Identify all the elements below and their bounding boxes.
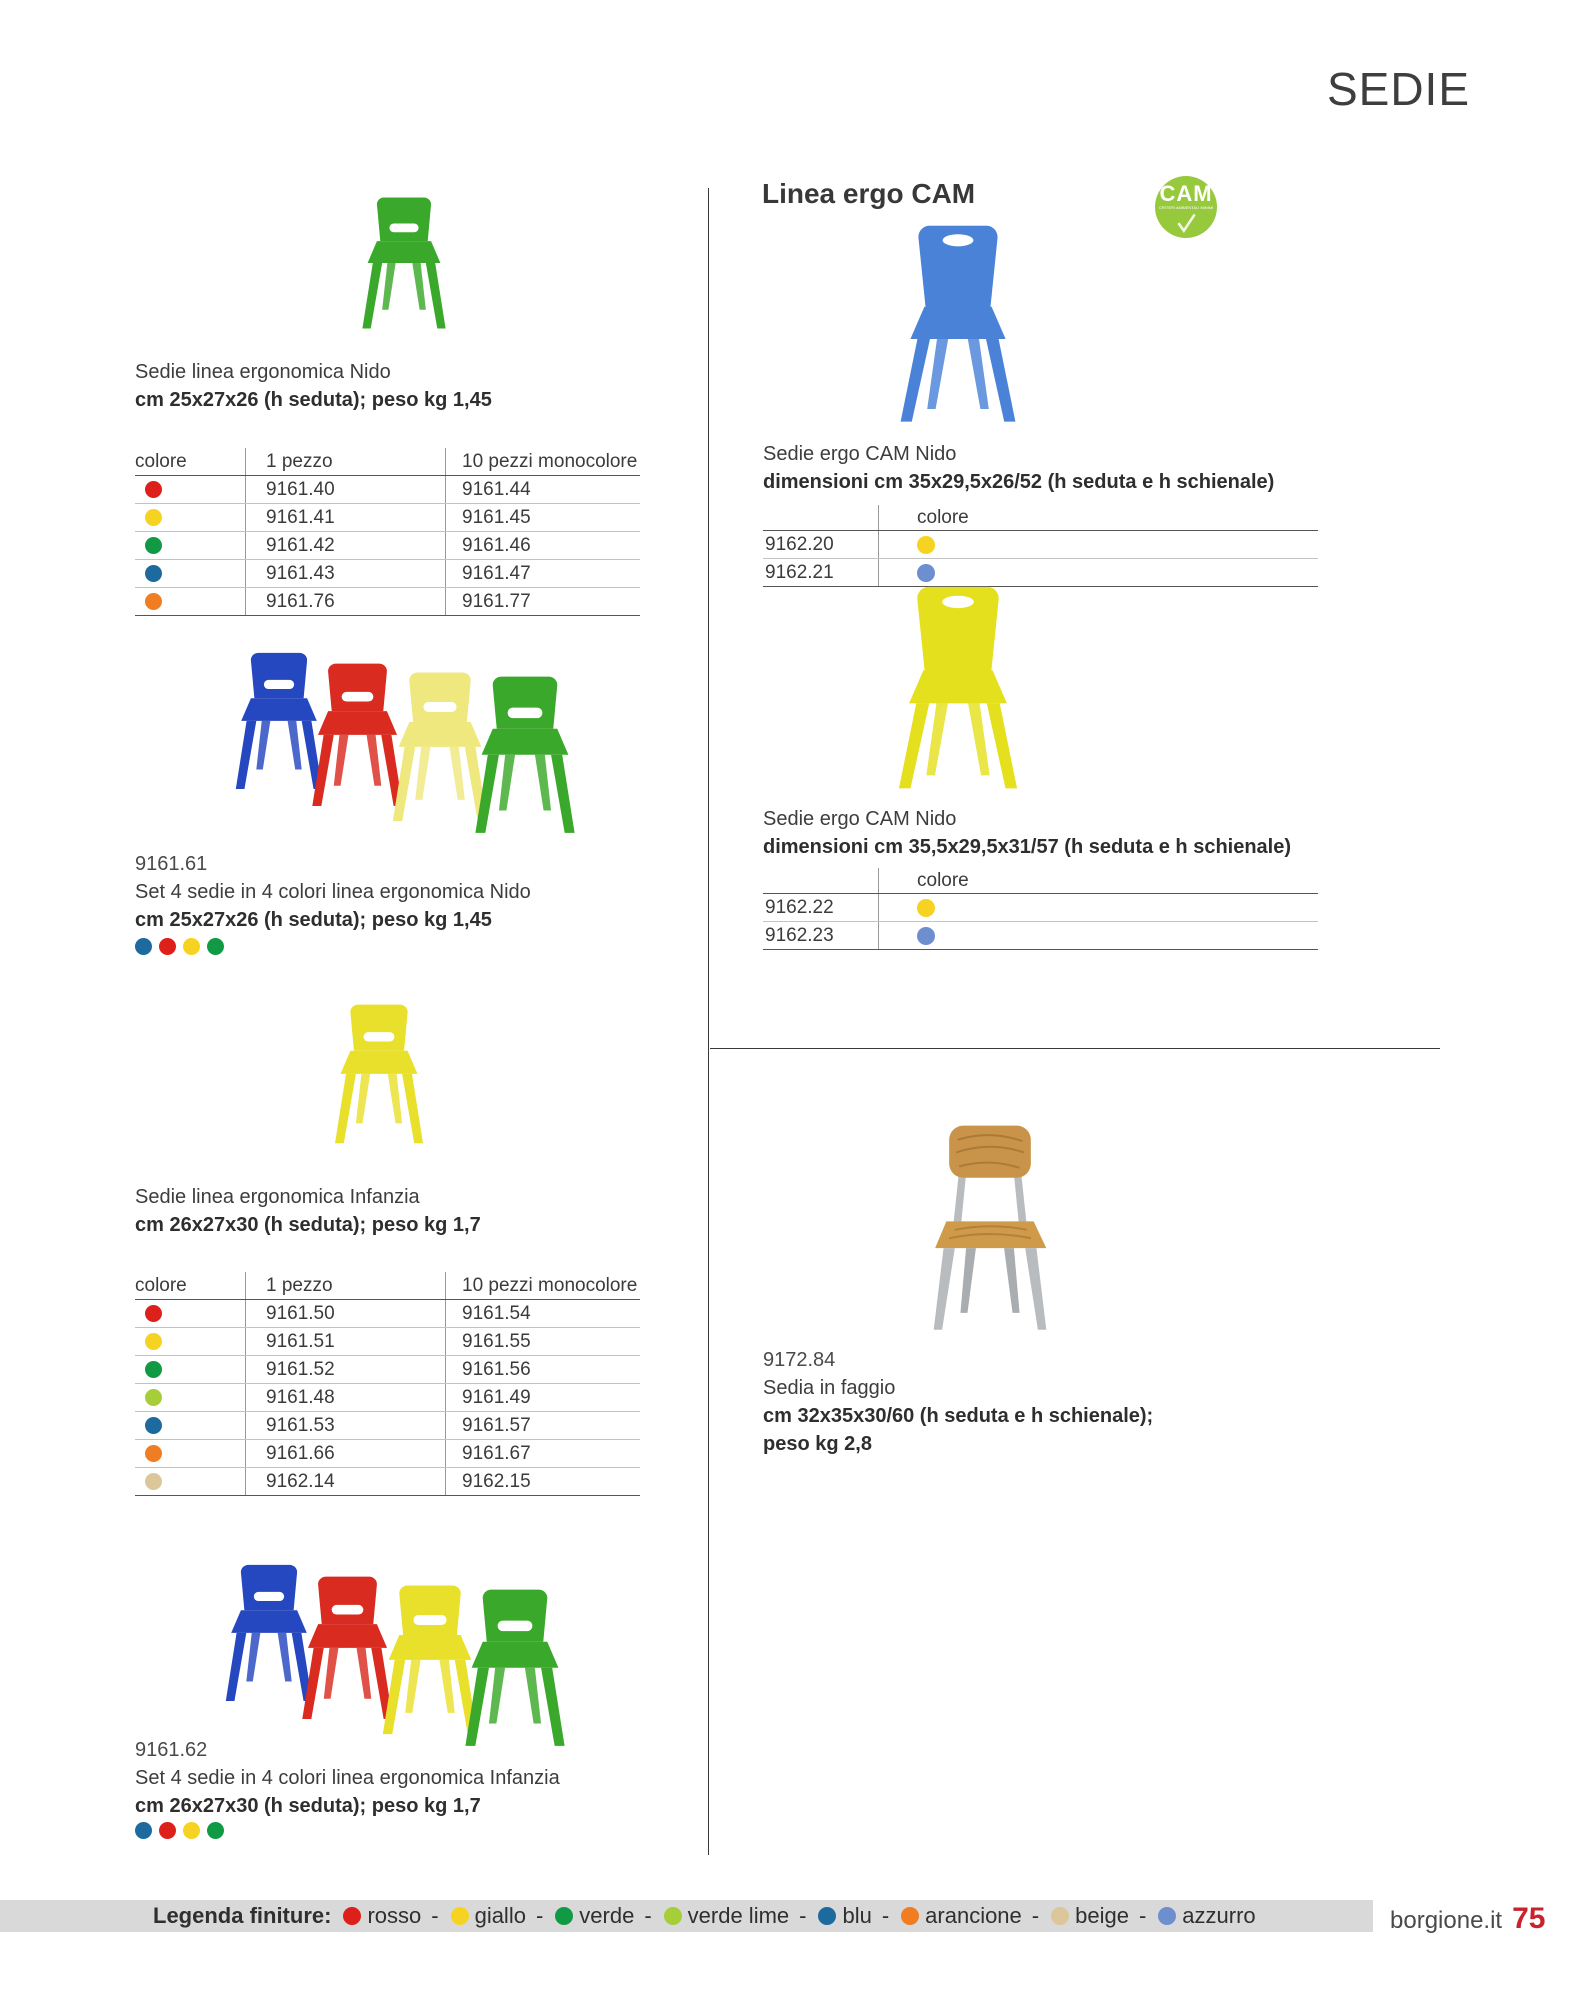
- code-1-pezzo: 9161.40: [245, 476, 445, 503]
- table-row: [135, 1468, 640, 1496]
- product-specs: cm 32x35x30/60 (h seduta e h schienale);: [763, 1405, 1154, 1427]
- header-1-pezzo: 1 pezzo: [245, 448, 445, 475]
- color-dot: [343, 1907, 361, 1925]
- price-table-infanzia: [135, 1272, 640, 1496]
- finish-legend-bar: [0, 1900, 1373, 1932]
- color-dot: [901, 1907, 919, 1925]
- legend-label: azzurro: [1182, 1903, 1256, 1928]
- code-1-pezzo: 9161.41: [245, 504, 445, 531]
- footer-site: [1390, 1902, 1545, 1936]
- color-dot: [818, 1907, 836, 1925]
- cam-badge-label: CAM: [1159, 181, 1213, 206]
- code-10-pezzi: 9161.77: [445, 588, 640, 615]
- chair-image-cam-blue: [888, 222, 1028, 428]
- color-dot: [207, 938, 224, 955]
- table-row: [763, 559, 1318, 587]
- product-info-set-nido: [135, 850, 531, 934]
- color-dot: [207, 1822, 224, 1839]
- code-1-pezzo: 9161.53: [245, 1412, 445, 1439]
- color-dot: [145, 537, 162, 554]
- legend-item: [451, 1903, 556, 1929]
- color-dot: [183, 938, 200, 955]
- legend-item: [1158, 1903, 1255, 1929]
- color-dot: [145, 565, 162, 582]
- finish-dots-set-infanzia: [135, 1822, 224, 1839]
- product-name: Sedie linea ergonomica Infanzia: [135, 1186, 420, 1208]
- legend-label: rosso: [367, 1903, 422, 1928]
- product-specs: dimensioni cm 35x29,5x26/52 (h seduta e h schienale): [763, 471, 1275, 493]
- chair-image-green-nido: [352, 186, 456, 342]
- header-10-pezzi: 10 pezzi monocolore: [445, 448, 640, 475]
- product-info-cam1: [763, 440, 1274, 496]
- color-dot: [451, 1907, 469, 1925]
- code-1-pezzo: 9161.42: [245, 532, 445, 559]
- section-title: Linea ergo CAM: [762, 178, 976, 209]
- chair-set-image-nido: [225, 635, 590, 865]
- color-dot: [145, 1389, 162, 1406]
- page-title: SEDIE: [1326, 63, 1470, 115]
- product-name: Set 4 sedie in 4 colori linea ergonomica Infanzia: [135, 1767, 560, 1789]
- product-name: Set 4 sedie in 4 colori linea ergonomica Nido: [135, 881, 531, 903]
- color-table-cam1: [763, 505, 1318, 587]
- product-info-faggio: [763, 1346, 1153, 1458]
- color-dot: [1051, 1907, 1069, 1925]
- cam-badge: [1155, 176, 1217, 238]
- header-colore: colore: [135, 450, 187, 472]
- code-1-pezzo: 9161.66: [245, 1440, 445, 1467]
- code-1-pezzo: 9161.52: [245, 1356, 445, 1383]
- product-specs: dimensioni cm 35,5x29,5x31/57 (h seduta e h schienale): [763, 836, 1292, 858]
- color-dot: [917, 899, 935, 917]
- header-colore: colore: [135, 1274, 187, 1296]
- product-code: 9172.84: [763, 1349, 836, 1371]
- product-info-infanzia: [135, 1183, 481, 1239]
- product-specs-2: peso kg 2,8: [763, 1433, 872, 1455]
- code-1-pezzo: 9161.50: [245, 1300, 445, 1327]
- product-code: 9162.20: [765, 533, 834, 555]
- legend-label: beige: [1075, 1903, 1129, 1928]
- chair-image-green: [453, 1575, 577, 1763]
- code-10-pezzi: 9161.46: [445, 532, 640, 559]
- legend-label: verde: [579, 1903, 635, 1928]
- code-10-pezzi: 9161.44: [445, 476, 640, 503]
- color-dot: [145, 1361, 162, 1378]
- code-1-pezzo: 9161.48: [245, 1384, 445, 1411]
- color-dot: [555, 1907, 573, 1925]
- site-url: borgione.it: [1390, 1907, 1503, 1934]
- color-dot: [145, 593, 162, 610]
- product-specs: cm 26x27x30 (h seduta); peso kg 1,7: [135, 1214, 481, 1236]
- color-dot: [917, 927, 935, 945]
- product-info-set-infanzia: [135, 1736, 560, 1820]
- section-divider: [710, 1048, 1440, 1049]
- color-dot: [917, 536, 935, 554]
- table-row: [135, 1328, 640, 1356]
- product-name: Sedie ergo CAM Nido: [763, 443, 957, 465]
- product-code: 9162.22: [765, 896, 834, 918]
- legend-item: [343, 1903, 450, 1929]
- table-header-row: [135, 1272, 640, 1300]
- color-dot: [135, 938, 152, 955]
- chair-image-green: [463, 663, 587, 849]
- chair-image-yellow-infanzia: [324, 992, 434, 1158]
- product-name: Sedie linea ergonomica Nido: [135, 361, 391, 383]
- table-row: [763, 531, 1318, 559]
- color-dot: [664, 1907, 682, 1925]
- product-info-cam2: [763, 805, 1291, 861]
- color-dot: [917, 564, 935, 582]
- table-row: [763, 894, 1318, 922]
- color-dot: [183, 1822, 200, 1839]
- product-specs: cm 25x27x26 (h seduta); peso kg 1,45: [135, 389, 492, 411]
- header-colore: colore: [878, 868, 1318, 893]
- product-code: 9162.21: [765, 561, 834, 583]
- color-dot: [1158, 1907, 1176, 1925]
- legend-item: [664, 1903, 819, 1929]
- table-row: [135, 560, 640, 588]
- finish-dots-set-nido: [135, 938, 224, 955]
- legend-item: [555, 1903, 663, 1929]
- table-row: [135, 1356, 640, 1384]
- color-dot: [159, 938, 176, 955]
- legend-label: giallo: [474, 1903, 526, 1928]
- color-table-cam2: [763, 868, 1318, 950]
- checkmark-icon: [1171, 209, 1201, 235]
- color-dot: [145, 1417, 162, 1434]
- code-1-pezzo: 9162.14: [245, 1468, 445, 1495]
- code-10-pezzi: 9161.55: [445, 1328, 640, 1355]
- code-10-pezzi: 9162.15: [445, 1468, 640, 1495]
- color-dot: [159, 1822, 176, 1839]
- product-specs: cm 25x27x26 (h seduta); peso kg 1,45: [135, 909, 492, 931]
- table-row: [135, 1384, 640, 1412]
- code-1-pezzo: 9161.76: [245, 588, 445, 615]
- code-10-pezzi: 9161.67: [445, 1440, 640, 1467]
- table-header-row: [135, 448, 640, 476]
- header-colore: colore: [878, 505, 1318, 530]
- legend-item: [818, 1903, 901, 1929]
- product-code: 9162.23: [765, 924, 834, 946]
- color-dot: [145, 481, 162, 498]
- table-row: [135, 476, 640, 504]
- legend-label: verde lime: [687, 1903, 790, 1928]
- legend-label: blu: [842, 1903, 872, 1928]
- chair-image-cam-yellow: [886, 580, 1030, 798]
- product-code: 9161.61: [135, 853, 208, 875]
- table-row: [135, 588, 640, 616]
- code-10-pezzi: 9161.49: [445, 1384, 640, 1411]
- code-10-pezzi: 9161.45: [445, 504, 640, 531]
- color-dot: [145, 1445, 162, 1462]
- legend-title: Legenda finiture:: [153, 1903, 332, 1928]
- legend-item: [901, 1903, 1051, 1929]
- color-dot: [145, 1473, 162, 1490]
- table-row: [135, 532, 640, 560]
- product-name: Sedia in faggio: [763, 1377, 896, 1399]
- header-spacer: [763, 868, 878, 893]
- legend-item: [1051, 1903, 1158, 1929]
- code-1-pezzo: 9161.51: [245, 1328, 445, 1355]
- code-1-pezzo: 9161.43: [245, 560, 445, 587]
- code-10-pezzi: 9161.56: [445, 1356, 640, 1383]
- color-dot: [145, 1305, 162, 1322]
- product-code: 9161.62: [135, 1739, 208, 1761]
- price-table-nido: [135, 448, 640, 616]
- code-10-pezzi: 9161.54: [445, 1300, 640, 1327]
- legend-label: arancione: [925, 1903, 1022, 1928]
- code-10-pezzi: 9161.47: [445, 560, 640, 587]
- color-dot: [145, 509, 162, 526]
- header-10-pezzi: 10 pezzi monocolore: [445, 1272, 640, 1299]
- code-10-pezzi: 9161.57: [445, 1412, 640, 1439]
- column-divider: [708, 188, 709, 1855]
- table-row: [135, 1300, 640, 1328]
- header-spacer: [763, 505, 878, 530]
- table-row: [763, 922, 1318, 950]
- header-1-pezzo: 1 pezzo: [245, 1272, 445, 1299]
- table-row: [135, 1440, 640, 1468]
- product-specs: cm 26x27x30 (h seduta); peso kg 1,7: [135, 1795, 481, 1817]
- color-dot: [135, 1822, 152, 1839]
- table-row: [135, 1412, 640, 1440]
- table-header-row: [763, 505, 1318, 531]
- cam-badge-subtext: CRITERI AMBIENTALI MINIMI: [1159, 205, 1213, 210]
- table-row: [135, 504, 640, 532]
- color-dot: [145, 1333, 162, 1350]
- page-number: 75: [1512, 1902, 1546, 1935]
- chair-image-wood-beech: [910, 1120, 1070, 1334]
- table-header-row: [763, 868, 1318, 894]
- product-info-nido: [135, 358, 492, 414]
- product-name: Sedie ergo CAM Nido: [763, 808, 957, 830]
